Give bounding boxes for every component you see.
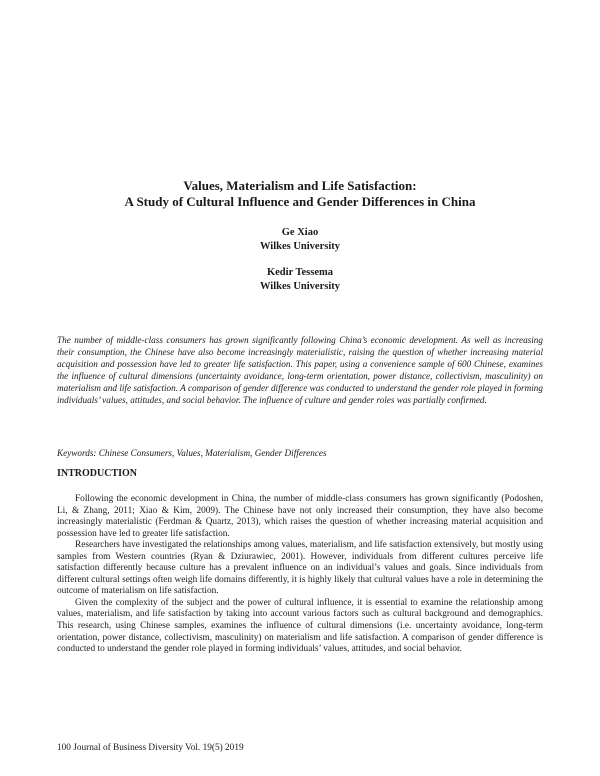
introduction-body	[57, 494, 543, 656]
author-block-1	[60, 226, 540, 253]
body-paragraph: Following the economic development in China, the number of middle-class consumers has grown significantly (Podoshen, Li, & Zhang, 2011; Xiao & Kim, 2009). The Chinese have not only increased their consumption, they have also become increasingly materialistic (Ferdman & Quartz, 2013), which raises the question of whether increasing material acquisition and possession have led to greater life satisfaction.	[57, 494, 543, 539]
body-paragraph: Researchers have investigated the relationships among values, materialism, and life satisfaction extensively, but mostly using samples from Western countries (Ryan & Dziurawiec, 2001). However, individuals from different cultures perceive life satisfaction differently because culture has a prevalent influence on an individual’s values and goals. Since individuals from different cultural settings often weigh life domains differently, it is highly likely that cultural values have a role in determining the outcome of materialism on life satisfaction.	[57, 540, 543, 597]
section-heading-introduction: INTRODUCTION	[57, 468, 138, 479]
author-block-2	[60, 266, 540, 293]
abstract: The number of middle-class consumers has grown significantly following China’s economic development. As well as increasing their consumption, the Chinese have also become increasingly materialistic, raising the question of whether increasing material acquisition and possession have led to greater life satisfaction. This paper, using a convenience sample of 600 Chinese, examines the influence of cultural dimensions (uncertainty avoidance, long-term orientation, power distance, collectivism, masculinity) on materialism and life satisfaction. A comparison of gender difference was conducted to understand the gender role played in forming individuals’ values, attitudes, and social behavior. The influence of culture and gender roles was partially confirmed.	[57, 335, 543, 405]
title-line-1: Values, Materialism and Life Satisfaction:	[183, 178, 417, 193]
title-line-2: A Study of Cultural Influence and Gender Differences in China	[124, 194, 476, 209]
author-name: Kedir Tessema	[266, 267, 334, 278]
author-affiliation: Wilkes University	[259, 240, 341, 252]
page-footer: 100 Journal of Business Diversity Vol. 19(5) 2019	[57, 743, 244, 753]
body-paragraph: Given the complexity of the subject and the power of cultural influence, it is essential to examine the relationship among values, materialism, and life satisfaction by taking into account various factors such as cultural background and demographics. This research, using Chinese samples, examines the influence of cultural dimensions (i.e. uncertainty avoidance, long-term orientation, power distance, collectivism, masculinity) on materialism and life satisfaction. A comparison of gender difference is conducted to understand the gender role played in forming individuals’ values, attitudes, and social behavior.	[57, 597, 543, 655]
paper-title	[60, 178, 540, 210]
author-affiliation: Wilkes University	[259, 280, 341, 292]
keywords: Keywords: Chinese Consumers, Values, Materialism, Gender Differences	[57, 448, 327, 458]
author-name: Ge Xiao	[281, 227, 319, 238]
